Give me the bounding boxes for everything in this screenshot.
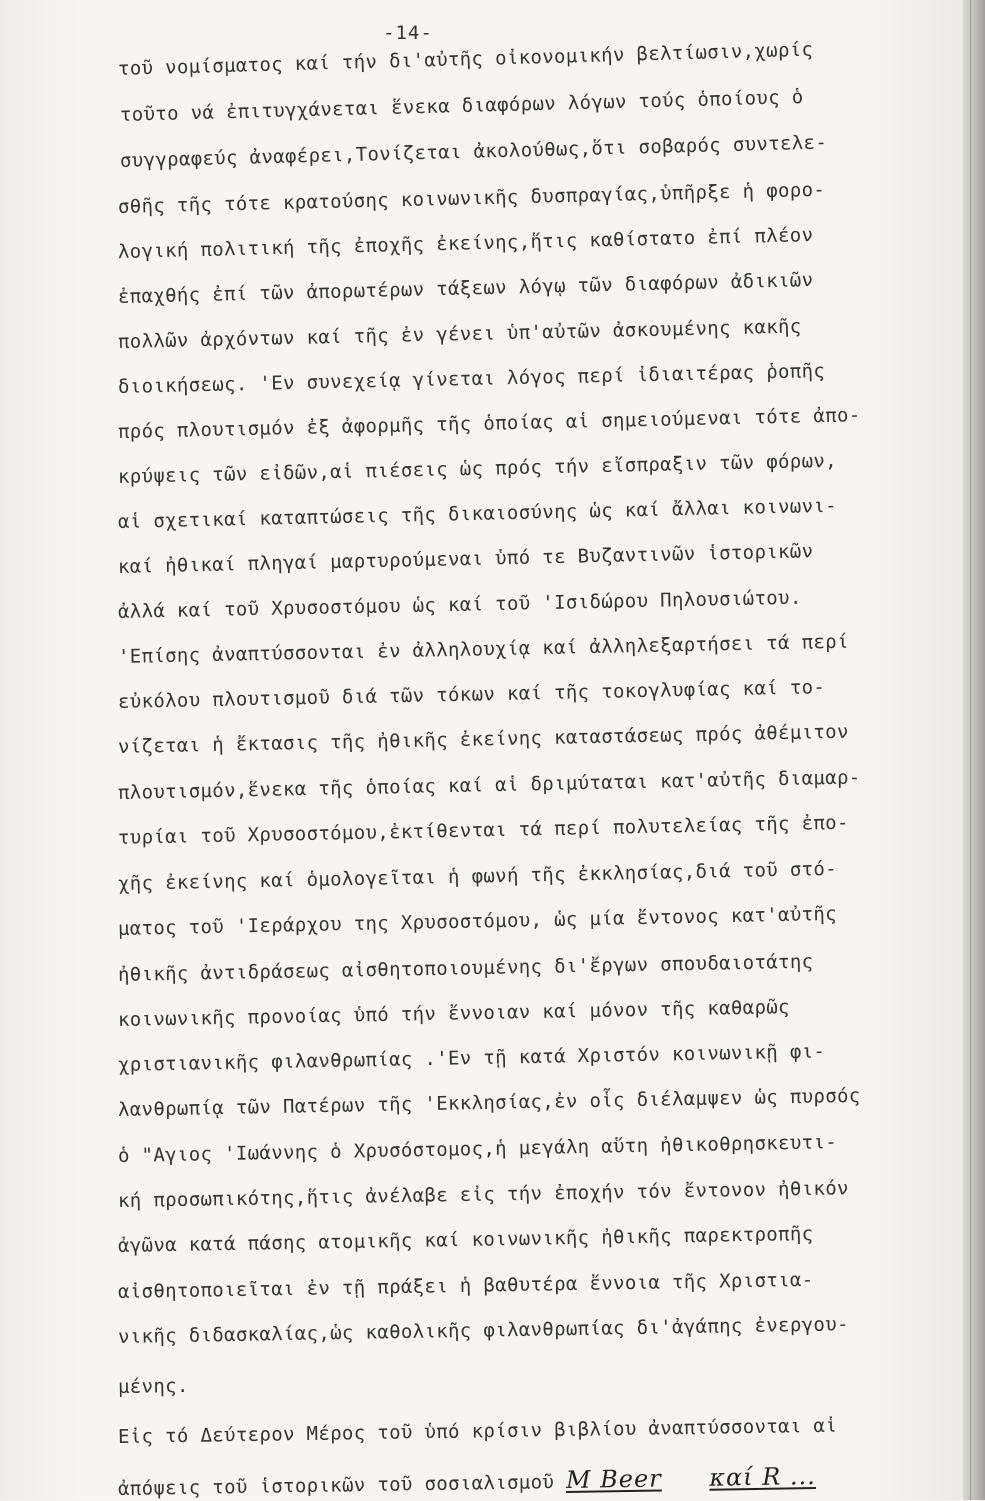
text-line: χριστιανικῆς φιλανθρωπίας .'Εν τῇ κατά Χριστόν κοινωνικῇ φι- (118, 1042, 826, 1075)
text-line: διοικήσεως. 'Εν συνεχείᾳ γίνεται λόγος περί ἰδιαιτέρας ῥοπῆς (118, 362, 826, 397)
text-line: μένης. (118, 1377, 189, 1397)
text-line: ματος τοῦ 'Ιεράρχου της Χρυσοστόμου, ὡς μία ἔντονος κατ'αὐτῆς (118, 905, 837, 939)
text-line: κοινωνικῆς προνοίας ὑπό τήν ἔννοιαν καί μόνον τῆς καθαρῶς (118, 998, 790, 1030)
text-line: ἀλλά καί τοῦ Χρυσοστόμου ὡς καί τοῦ 'Ισιδώρου Πηλουσιώτου. (118, 589, 802, 622)
text-line: πολλῶν ἀρχόντων καί τῆς ἐν γένει ὑπ'αὐτῶν ἀσκουμένης κακῆς (118, 317, 802, 352)
text-line: ἀγῶνα κατά πάσης ατομικῆς καί κοινωνικῆς ἠθικῆς παρεκτροπῆς (118, 1225, 814, 1256)
text-line: Εἰς τό Δεύτερον Μέρος τοῦ ὑπό κρίσιν βιβλίου ἀναπτύσσονται αἱ (118, 1417, 837, 1447)
text-line: σθῆς τῆς τότε κρατούσης κοινωνικῆς δυσπραγίας,ὑπῆρξε ἡ φορο- (118, 181, 826, 217)
text-line: αἱ σχετικαί καταπτώσεις τῆς δικαιοσύνης ὡς καί ἄλλαι κοινωνι- (118, 497, 837, 532)
handwritten-name: καί R ... (709, 1462, 816, 1492)
text-line-last (118, 1464, 816, 1499)
text-line: 'Επίσης ἀναπτύσσονται ἐν ἀλληλουχίᾳ καί ἀλληλεξαρτήσει τά περί (118, 633, 849, 667)
text-line: τοῦ νομίσματος καί τήν δι'αὐτῆς οἰκονομικήν βελτίωσιν,χωρίς (118, 41, 814, 79)
text-line: νικῆς διδασκαλίας,ὡς καθολικῆς φιλανθρωπίας δι'ἀγάπης ἐνεργου- (118, 1315, 849, 1347)
text-line: κή προσωπικότης,ἥτις ἀνέλαβε εἰς τήν ἐποχήν τόν ἔντονον ἠθικόν (118, 1179, 849, 1211)
page-edge (963, 0, 985, 1500)
text-line: λανθρωπίᾳ τῶν Πατέρων τῆς 'Εκκλησίας,ἐν οἷς διέλαμψεν ὡς πυρσός (118, 1087, 861, 1120)
page-number: -14- (383, 22, 433, 44)
text-line: κρύψεις τῶν εἰδῶν,αἱ πιέσεις ὡς πρός τήν εἴσπραξιν τῶν φόρων, (118, 452, 837, 487)
text-line: χῆς ἐκείνης καί ὁμολογεῖται ἡ φωνή τῆς ἐκκλησίας,διά τοῦ στό- (118, 860, 837, 894)
text-line: τοῦτο νά ἐπιτυγχάνεται ἕνεκα διαφόρων λόγων τούς ὁποίους ὁ (120, 88, 804, 125)
text-line: λογική πολιτική τῆς ἐποχῆς ἐκείνης,ἥτις καθίστατο ἐπί πλέον (118, 226, 814, 262)
handwritten-name: M Beer (566, 1464, 662, 1494)
text-line: αἰσθητοποιεῖται ἐν τῇ πράξει ἡ βαθυτέρα ἔννοια τῆς Χριστια- (118, 1271, 814, 1302)
text-line-fragment: ἀπόψεις τοῦ ἱστορικῶν τοῦ σοσιαλισμοῦ (118, 1471, 554, 1500)
text-line: καί ἠθικαί πληγαί μαρτυρούμεναι ὑπό τε Βυζαντινῶν ἱστορικῶν (118, 542, 814, 577)
text-line: πρός πλουτισμόν ἐξ ἀφορμῆς τῆς ὁποίας αἱ σημειούμεναι τότε ἀπο- (118, 406, 861, 442)
text-line: συγγραφεύς ἀναφέρει,Τονίζεται ἀκολούθως,ὅτι σοβαρός συντελε- (120, 133, 828, 171)
text-line: εὐκόλου πλουτισμοῦ διά τῶν τόκων καί τῆς τοκογλυφίας καί το- (118, 678, 826, 712)
text-line: τυρίαι τοῦ Χρυσοστόμου,ἐκτίθενται τά περί πολυτελείας τῆς ἐπο- (118, 814, 849, 848)
text-line: ἠθικῆς ἀντιδράσεως αἰσθητοποιουμένης δι'ἔργων σπουδαιοτάτης (118, 953, 814, 985)
text-line: πλουτισμόν,ἕνεκα τῆς ὁποίας καί αἱ δριμύταται κατ'αὐτῆς διαμαρ- (118, 768, 861, 803)
text-line: ὁ "Αγιος 'Ιωάννης ὁ Χρυσόστομος,ἡ μεγάλη αὕτη ἠθικοθρησκευτι- (118, 1133, 837, 1166)
text-line: νίζεται ἡ ἔκτασις τῆς ἠθικῆς ἐκείνης καταστάσεως πρός ἀθέμιτον (118, 723, 849, 757)
text-line: ἐπαχθής ἐπί τῶν ἀπορωτέρων τάξεων λόγῳ τῶν διαφόρων ἀδικιῶν (118, 271, 814, 307)
